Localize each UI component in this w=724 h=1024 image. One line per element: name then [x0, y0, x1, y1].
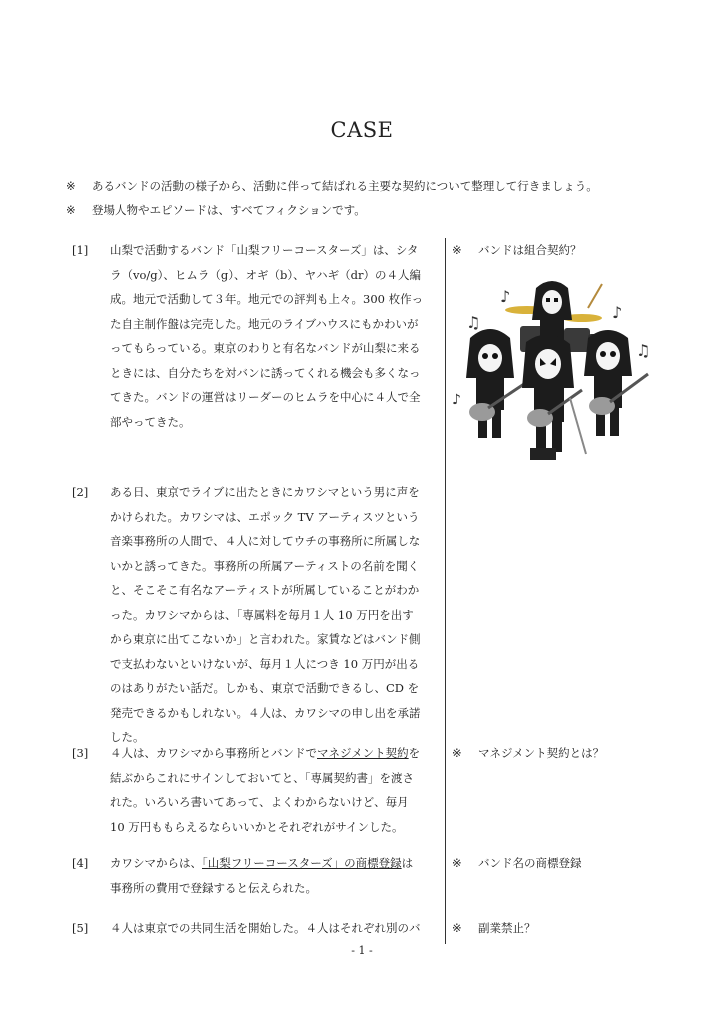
intro-note [66, 198, 666, 222]
case-line: 成。地元で活動して３年。地元での評判も上々。300 枚作っ [110, 292, 424, 306]
note-text: 登場人物やエピソードは、すべてフィクションです。 [92, 203, 366, 217]
case-line: 部やってきた。 [110, 414, 191, 429]
side-note [452, 851, 682, 876]
case-line: 結ぶからこれにサインしておいてと、「専属契約書」を渡さ [110, 770, 414, 785]
case-line: 10 万円ももらえるならいいかとそれぞれがサインした。 [110, 819, 404, 834]
page-title: CASE [330, 118, 394, 142]
case-number: [4] [72, 856, 89, 870]
case-line: ときには、自分たちを対バンに誘ってくれる機会も多くなっ [110, 365, 421, 380]
note-mark: ※ [452, 243, 462, 257]
svg-text:♪: ♪ [452, 392, 461, 408]
case-number: [2] [72, 485, 89, 499]
case-number: [5] [72, 921, 89, 935]
case-line: で支払わないといけないが、毎月１人につき 10 万円が出る [110, 656, 420, 671]
side-note [452, 238, 682, 263]
case-5 [72, 916, 444, 941]
case-line: ってもらっている。東京のわりと有名なバンドが山梨に来る [110, 341, 421, 355]
case-line: った。カワシマからは、「専属料を毎月１人 10 万円を出す [110, 607, 414, 622]
case-text [110, 851, 442, 900]
side-note-text: バンド名の商標登録 [478, 856, 582, 870]
svg-text:♪: ♪ [500, 287, 511, 306]
case-line: 音楽事務所の人間で、４人に対してウチの事務所に所属しな [110, 534, 421, 548]
note-text: あるバンドの活動の様子から、活動に伴って結ばれる主要な契約について整理して行きましょう。 [92, 179, 598, 193]
case-line: と、そこそこ有名なアーティストが所属していることがわか [110, 583, 420, 597]
case-line-part: ４人は、カワシマから事務所とバンドで [110, 746, 317, 760]
case-text [110, 480, 442, 750]
band-illustration [452, 278, 662, 468]
case-line: のはありがたい話だ。しかも、東京で活動できるし、CD を [110, 681, 420, 695]
note-mark: ※ [452, 921, 462, 935]
case-number: [1] [72, 243, 89, 257]
page-number: - 1 - [351, 944, 373, 957]
column-divider [445, 238, 446, 944]
case-line: 発売できるかもしれない。４人は、カワシマの申し出を承諾 [110, 705, 421, 720]
side-note-text: 副業禁止？ [478, 921, 536, 935]
note-mark: ※ [452, 746, 462, 760]
case-line-part: カワシマからは、 [110, 856, 202, 870]
svg-text:♪: ♪ [612, 303, 623, 322]
case-line: た自主制作盤は完売した。地元のライブハウスにもかわいが [110, 316, 419, 331]
svg-text:♫: ♫ [636, 341, 651, 360]
case-line-part: を [408, 746, 421, 760]
case-line: した。 [110, 730, 145, 744]
case-text [110, 741, 442, 839]
note-mark: ※ [66, 203, 76, 217]
case-text [110, 916, 442, 941]
case-line: から東京に出てこないか」と言われた。家賃などはバンド側 [110, 632, 421, 646]
underlined-term: 「山梨フリーコースターズ」の商標登録 [202, 856, 402, 870]
case-line: れた。いろいろ書いてあって、よくわからないけど、毎月 [110, 795, 409, 809]
side-note-text: バンドは組合契約？ [478, 243, 582, 257]
side-note-text: マネジメント契約とは？ [478, 746, 605, 760]
intro-note [66, 174, 666, 198]
case-4 [72, 851, 444, 900]
case-line: 事務所の費用で登録すると伝えられた。 [110, 880, 317, 895]
case-line [110, 741, 442, 766]
case-line: ラ（vo/g）、ヒムラ（g）、オギ（b）、ヤハギ（dr）の４人編 [110, 267, 421, 282]
case-2 [72, 480, 444, 750]
case-number: [3] [72, 746, 89, 760]
note-mark: ※ [66, 179, 76, 193]
side-note [452, 741, 682, 766]
case-line: てきた。バンドの運営はリーダーのヒムラを中心に４人で全 [110, 390, 421, 404]
case-line: 山梨で活動するバンド「山梨フリーコースターズ」は、シタ [110, 243, 419, 257]
underlined-term: マネジメント契約 [317, 746, 409, 760]
case-line [110, 851, 442, 876]
side-note [452, 916, 682, 941]
case-line: ある日、東京でライブに出たときにカワシマという男に声を [110, 485, 420, 499]
case-line-part: は [401, 856, 414, 870]
case-1 [72, 238, 444, 434]
case-3 [72, 741, 444, 839]
svg-text:♫: ♫ [466, 313, 481, 332]
case-line: かけられた。カワシマは、エポック TV アーティスツという [110, 509, 420, 524]
intro-notes [66, 174, 666, 222]
case-line: ４人は東京での共同生活を開始した。４人はそれぞれ別のバ [110, 921, 421, 935]
note-mark: ※ [452, 856, 462, 870]
case-line: いかと誘ってきた。事務所の所属アーティストの名前を聞く [110, 558, 420, 573]
case-text [110, 238, 442, 434]
vocalist-figure [522, 334, 586, 460]
